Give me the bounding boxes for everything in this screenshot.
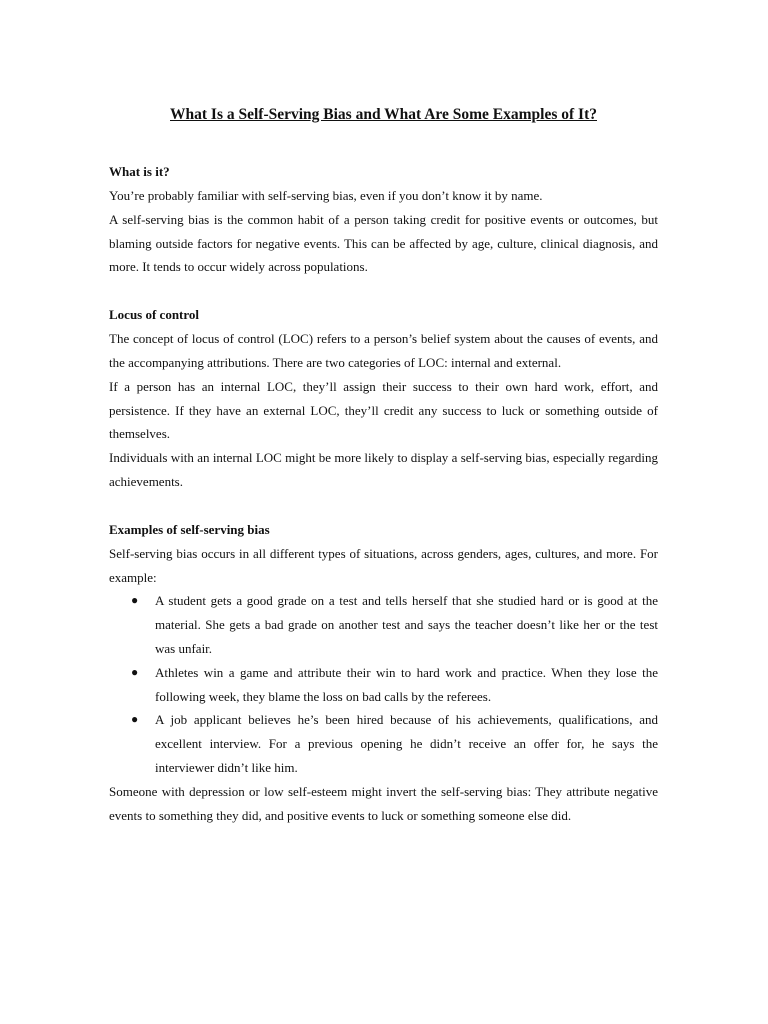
section-heading: Locus of control [109,307,200,323]
paragraph: Someone with depression or low self-esteem might invert the self-serving bias: They attribute negative events to something they did, and positive events to luck or something someone else did. [109,783,658,823]
section-heading: What is it? [109,164,170,179]
section-heading: Examples of self-serving bias [109,521,270,537]
bullet-icon: ● [131,593,139,608]
section-spacer [109,494,658,518]
section-examples [109,518,658,828]
list-item [109,661,658,709]
document-title: What Is a Self-Serving Bias and What Are Some Examples of It? [170,106,597,123]
bullet-icon: ● [131,664,139,679]
section-what-is-it [109,160,658,279]
bullet-icon: ● [131,712,139,727]
paragraph: Self-serving bias occurs in all different types of situations, across genders, ages, cultures, and more. For example: [109,545,658,585]
paragraph: If a person has an internal LOC, they’ll assign their success to their own hard work, effort, and persistence. If they have an external LOC, they’ll credit any success to luck or something outside of themselves. [109,378,658,442]
list-item [109,589,658,660]
section-spacer [109,279,658,303]
list-item [109,708,658,779]
paragraph: Individuals with an internal LOC might be more likely to display a self-serving bias, especially regarding achievements. [109,450,658,489]
list-item-text: A job applicant believes he’s been hired because of his achievements, qualifications, and excellent interview. For a previous opening he didn’t receive an offer for, he says the interviewer didn’t like him. [155,712,658,775]
list-item-text: Athletes win a game and attribute their win to hard work and practice. When they lose the following week, they blame the loss on bad calls by the referees. [155,664,658,704]
examples-list [109,589,658,779]
list-item-text: A student gets a good grade on a test and tells herself that she studied hard or is good at the material. She gets a bad grade on another test and says the teacher doesn’t like her or the test was unfair. [155,593,658,656]
paragraph: The concept of locus of control (LOC) refers to a person’s belief system about the causes of events, and the accompanying attributions. There are two categories of LOC: internal and external. [109,331,658,370]
document-page [109,104,658,827]
paragraph: A self-serving bias is the common habit of a person taking credit for positive events or outcomes, but blaming outside factors for negative events. This can be affected by age, culture, clinical diagnosis, and more. It tends to occur widely across populations. [109,211,658,275]
paragraph: You’re probably familiar with self-serving bias, even if you don’t know it by name. [109,188,543,203]
section-locus-of-control [109,303,658,494]
